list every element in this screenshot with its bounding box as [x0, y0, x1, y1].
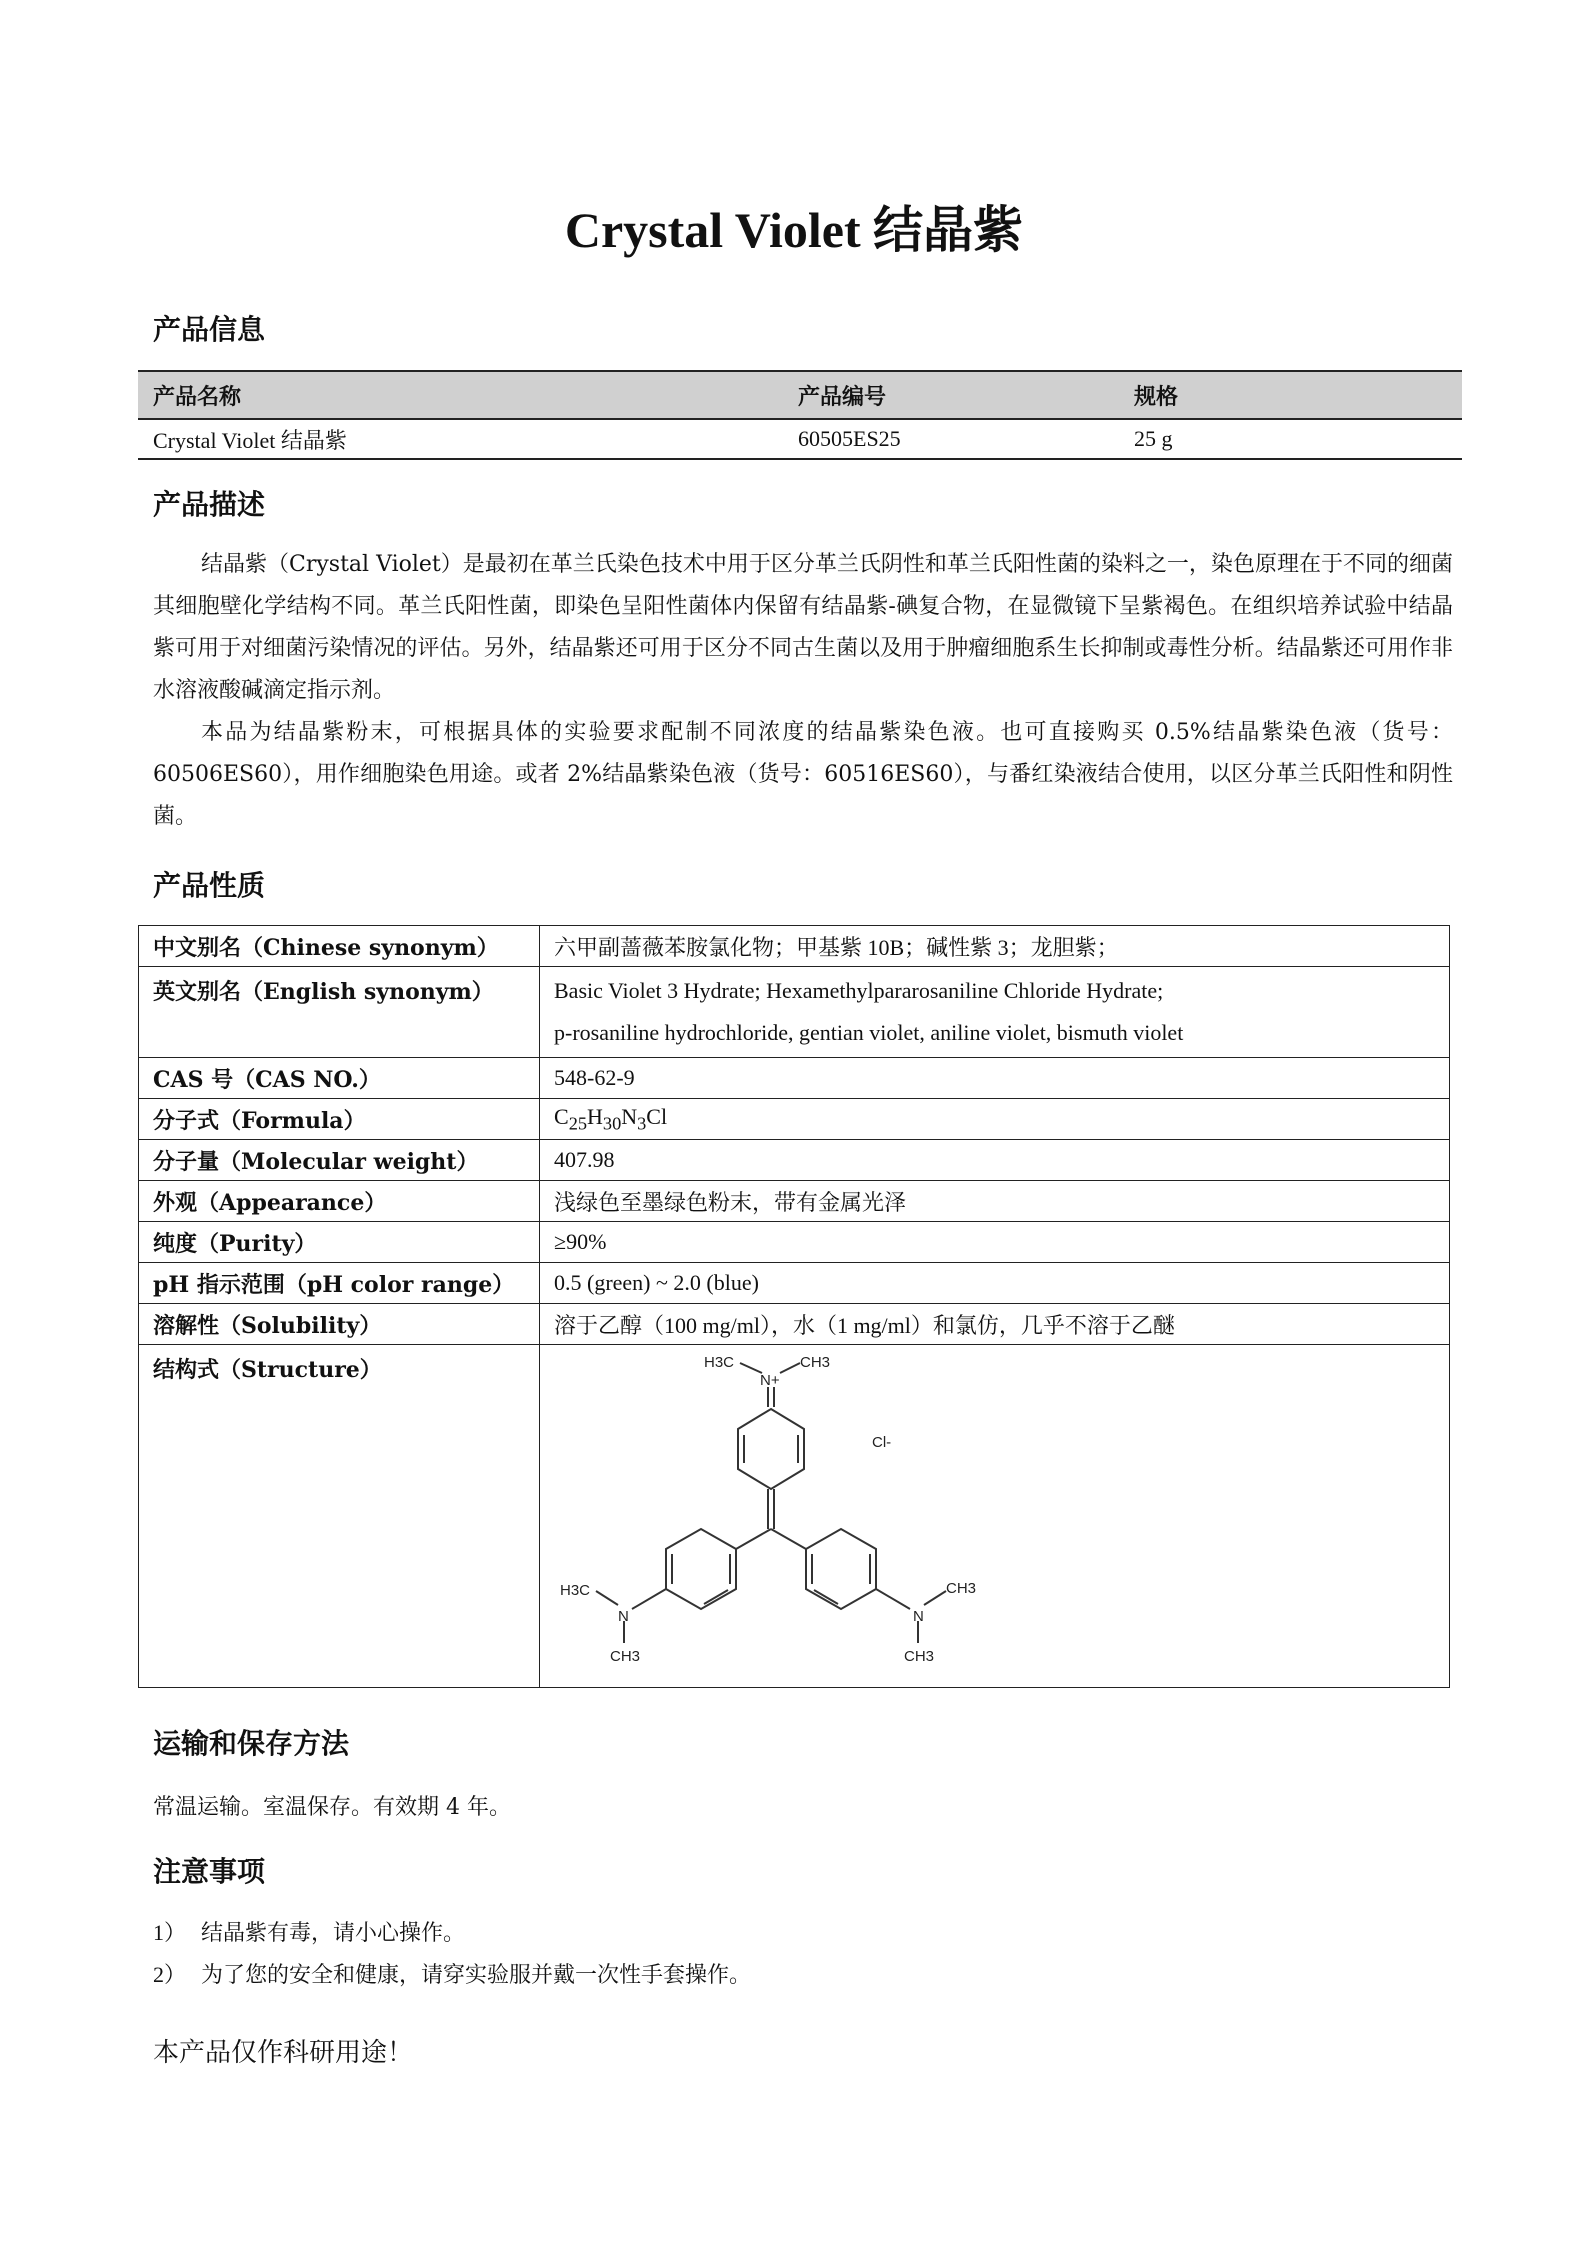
- prop-value: 0.5 (green) ~ 2.0 (blue): [540, 1263, 1450, 1304]
- prop-row-chinese-synonym: [139, 926, 1450, 967]
- formula-n-sub: 3: [637, 1113, 647, 1134]
- prop-value: 浅绿色至墨绿色粉末，带有金属光泽: [540, 1181, 1450, 1222]
- formula-value: [540, 1099, 1450, 1140]
- prop-value: 六甲副蔷薇苯胺氯化物；甲基紫 10B；碱性紫 3；龙胆紫；: [540, 926, 1450, 967]
- prop-label: 外观（Appearance）: [139, 1181, 540, 1222]
- struct-label-ch3-right-top: CH3: [946, 1580, 977, 1597]
- prop-row-appearance: [139, 1181, 1450, 1222]
- struct-label-n-left: N: [618, 1608, 629, 1625]
- prop-value: ≥90%: [540, 1222, 1450, 1263]
- struct-label-h3c-left: H3C: [560, 1582, 591, 1599]
- prop-row-mw: [139, 1140, 1450, 1181]
- structure-cell: [540, 1345, 1450, 1688]
- english-synonym-line-1: Basic Violet 3 Hydrate; Hexamethylpararosaniline Chloride Hydrate;: [554, 978, 1164, 1003]
- research-use-notice: 本产品仅作科研用途！: [153, 2038, 414, 2068]
- prop-label: 纯度（Purity）: [139, 1222, 540, 1263]
- struct-label-ch3-left: CH3: [610, 1648, 641, 1665]
- prop-row-solubility: [139, 1304, 1450, 1345]
- section-properties: 产品性质: [153, 869, 266, 902]
- prop-row-cas: [139, 1058, 1450, 1099]
- english-synonym-line-2: p-rosaniline hydrochloride, gentian violet, aniline violet, bismuth violet: [554, 1020, 1184, 1045]
- prop-row-formula: [139, 1099, 1450, 1140]
- formula-cl: Cl: [646, 1103, 668, 1129]
- info-header-row: [138, 371, 1462, 419]
- header-product-code: 产品编号: [783, 371, 1119, 419]
- chemical-structure-diagram: [554, 1347, 1014, 1677]
- cell-spec: 25 g: [1119, 419, 1462, 459]
- note-item: [153, 1916, 465, 1947]
- struct-label-ch3-right: CH3: [904, 1648, 935, 1665]
- prop-value: 溶于乙醇（100 mg/ml），水（1 mg/ml）和氯仿，几乎不溶于乙醚: [540, 1304, 1450, 1345]
- prop-label: CAS 号（CAS NO.）: [139, 1058, 540, 1099]
- product-info-table: [138, 370, 1462, 460]
- prop-value: 407.98: [540, 1140, 1450, 1181]
- formula-n: N: [621, 1103, 638, 1129]
- formula-h: H: [587, 1103, 603, 1129]
- formula-h-sub: 30: [602, 1113, 622, 1134]
- prop-label: 分子量（Molecular weight）: [139, 1140, 540, 1181]
- formula-c-sub: 25: [568, 1113, 588, 1134]
- struct-label-n-right: N: [913, 1608, 924, 1625]
- section-description: 产品描述: [153, 488, 266, 521]
- struct-label-cl-minus: Cl-: [872, 1434, 892, 1451]
- section-storage: 运输和保存方法: [153, 1727, 350, 1760]
- prop-value: 548-62-9: [540, 1058, 1450, 1099]
- prop-label: 结构式（Structure）: [139, 1345, 540, 1688]
- cell-product-code: 60505ES25: [783, 419, 1119, 459]
- struct-label-ch3-top: CH3: [800, 1354, 831, 1371]
- header-product-name: 产品名称: [138, 371, 783, 419]
- description-paragraph-1: 结晶紫（Crystal Violet）是最初在革兰氏染色技术中用于区分革兰氏阴性和革兰氏阳性菌的染料之一，染色原理在于不同的细菌其细胞壁化学结构不同。革兰氏阳性菌，即染色呈阳性菌体内保留有结晶紫-碘复合物，在显微镜下呈紫褐色。在组织培养试验中结晶紫可用于对细菌污染情况的评估。另外，结晶紫还可用于区分不同古生菌以及用于肿瘤细胞系生长抑制或毒性分析。结晶紫还可用作非水溶液酸碱滴定指示剂。: [153, 552, 1453, 703]
- header-spec: 规格: [1119, 371, 1462, 419]
- prop-label: 溶解性（Solubility）: [139, 1304, 540, 1345]
- note-number: 2）: [153, 1962, 187, 1987]
- struct-label-n-plus: N+: [760, 1372, 780, 1389]
- prop-value: [540, 967, 1450, 1058]
- note-item: [153, 1958, 751, 1989]
- prop-label: pH 指示范围（pH color range）: [139, 1263, 540, 1304]
- struct-label-h3c-top: H3C: [704, 1354, 735, 1371]
- page-title: Crystal Violet 结晶紫: [564, 202, 1024, 258]
- note-number: 1）: [153, 1920, 187, 1945]
- prop-label: 分子式（Formula）: [139, 1099, 540, 1140]
- note-text: 结晶紫有毒，请小心操作。: [201, 1921, 466, 1946]
- prop-row-ph: [139, 1263, 1450, 1304]
- section-product-info: 产品信息: [153, 313, 266, 346]
- prop-row-structure: [139, 1345, 1450, 1688]
- storage-text: 常温运输。室温保存。有效期 4 年。: [153, 1795, 511, 1820]
- prop-label: 英文别名（English synonym）: [139, 967, 540, 1058]
- formula-c: C: [554, 1103, 569, 1129]
- properties-table: [138, 925, 1450, 1688]
- description-paragraph-2: 本品为结晶紫粉末，可根据具体的实验要求配制不同浓度的结晶紫染色液。也可直接购买 0.5%结晶紫染色液（货号：60506ES60），用作细胞染色用途。或者 2%结晶紫染色液（货号：60516ES60），与番红染液结合使用，以区分革兰氏阳性和阴性菌。: [153, 720, 1453, 829]
- note-text: 为了您的安全和健康，请穿实验服并戴一次性手套操作。: [201, 1963, 752, 1988]
- prop-row-english-synonym: [139, 967, 1450, 1058]
- section-notes: 注意事项: [153, 1855, 266, 1888]
- prop-label: 中文别名（Chinese synonym）: [139, 926, 540, 967]
- info-data-row: [138, 419, 1462, 459]
- prop-row-purity: [139, 1222, 1450, 1263]
- cell-product-name: Crystal Violet 结晶紫: [138, 419, 783, 459]
